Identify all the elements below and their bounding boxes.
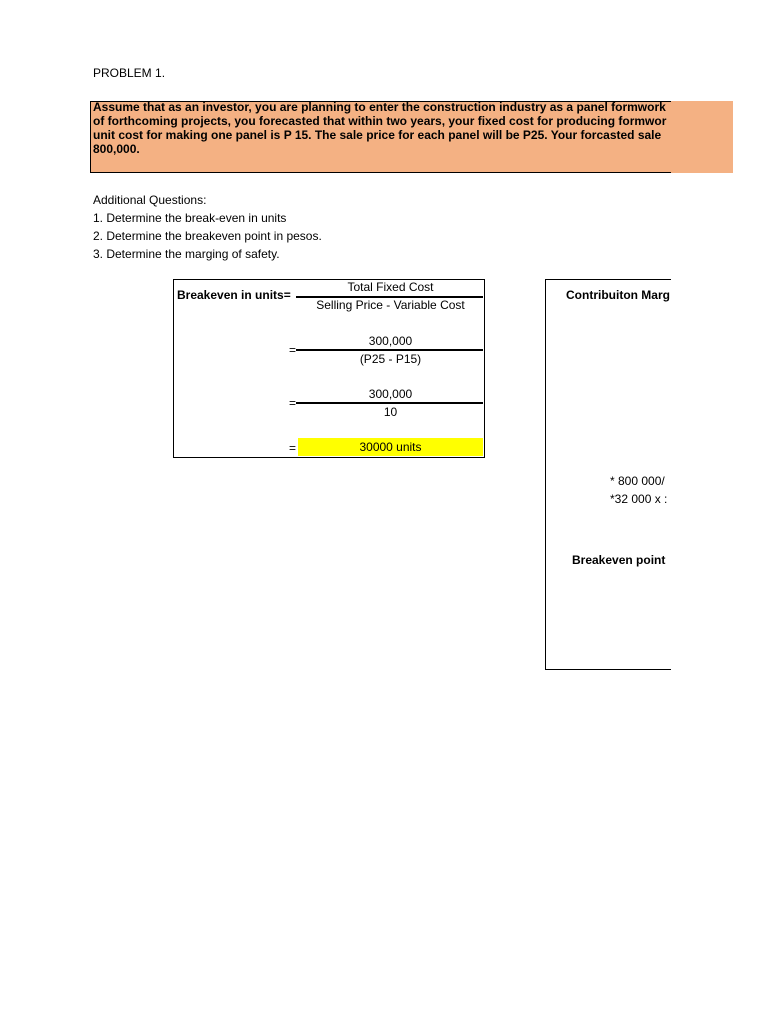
contribution-margin-label: Contribuiton Marg (566, 288, 670, 302)
step1-numerator: 300,000 (368, 334, 413, 348)
problem-heading: PROBLEM 1. (93, 66, 166, 80)
problem-line: unit cost for making one panel is P 15. The sale price for each panel will be P25. Your forcasted sale (93, 128, 662, 142)
step1-denominator: (P25 - P15) (359, 352, 422, 366)
problem-statement (93, 100, 670, 172)
step1-fraction-line (296, 349, 483, 351)
problem-line: 800,000. (93, 142, 140, 156)
question-item: 1. Determine the break-even in units (93, 211, 287, 225)
breakeven-label: Breakeven in units= (177, 288, 291, 302)
step2-numerator: 300,000 (368, 387, 413, 401)
breakeven-point-label: Breakeven point (572, 553, 666, 567)
contribution-note: *32 000 x : (610, 492, 668, 506)
question-item: 3. Determine the marging of safety. (93, 247, 280, 261)
breakeven-result: 30000 units (359, 440, 422, 454)
step2-fraction-line (296, 402, 483, 404)
step2-denominator: 10 (383, 405, 398, 419)
problem-line: of forthcoming projects, you forecasted that within two years, your fixed cost for producing formwor (93, 114, 667, 128)
contribution-note: * 800 000/ (610, 474, 665, 488)
problem-line: Assume that as an investor, you are planning to enter the construction industry as a panel formwork (93, 100, 666, 114)
formula-numerator: Total Fixed Cost (347, 280, 434, 294)
formula-denominator: Selling Price - Variable Cost (316, 298, 465, 312)
questions-title: Additional Questions: (93, 193, 207, 207)
equals-sign: = (289, 343, 297, 357)
equals-sign: = (289, 441, 297, 455)
equals-sign: = (289, 396, 297, 410)
additional-questions (93, 191, 322, 263)
question-item: 2. Determine the breakeven point in pesos. (93, 229, 322, 243)
